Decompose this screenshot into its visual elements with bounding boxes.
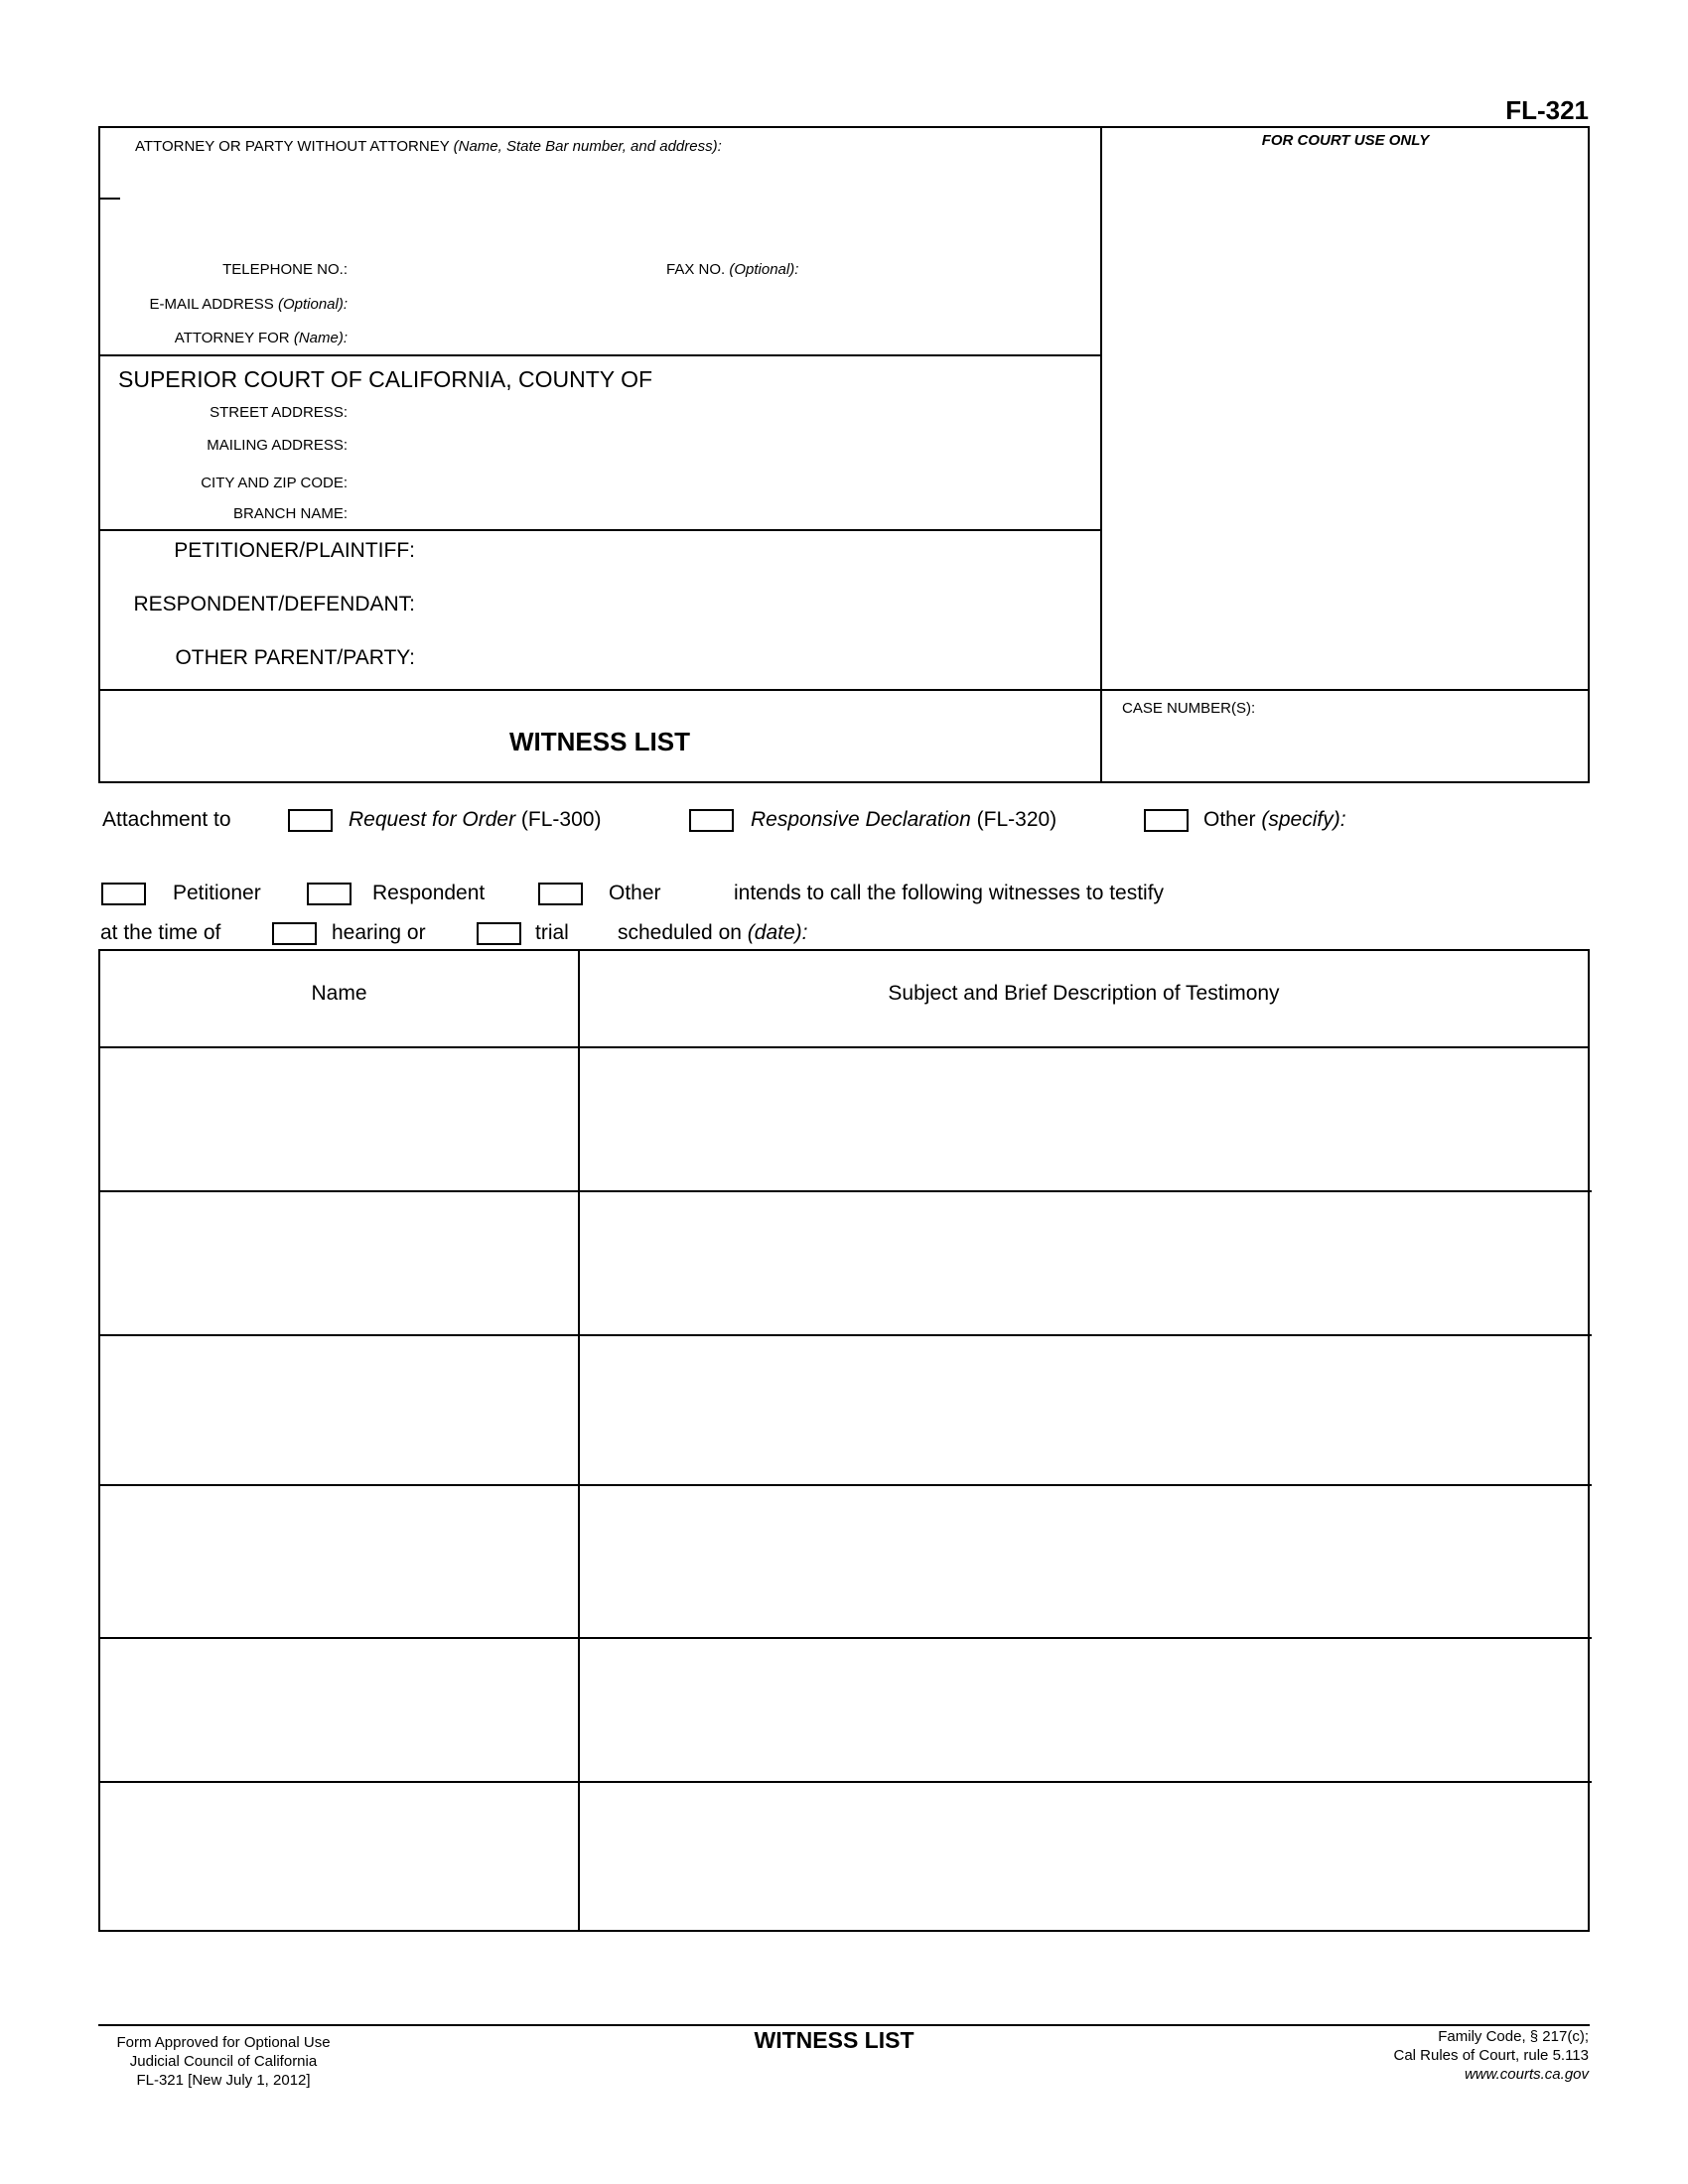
witness-testimony-cell[interactable] — [580, 1486, 1588, 1637]
responsive-declaration-label — [751, 808, 1056, 832]
other-party-checkbox[interactable] — [538, 883, 583, 905]
caption-right-border — [1588, 126, 1590, 783]
witness-name-cell[interactable] — [100, 1783, 578, 1930]
respondent-label: RESPONDENT/DEFENDANT: — [133, 593, 415, 615]
witness-name-cell[interactable] — [100, 1639, 578, 1781]
footer-left — [99, 2033, 348, 2090]
street-address-label: STREET ADDRESS: — [210, 404, 348, 421]
respondent-option-label: Respondent — [372, 882, 486, 904]
attachment-lead: Attachment to — [102, 808, 231, 831]
attorney-for-label — [99, 330, 348, 346]
attorney-label-hint: (Name, State Bar number, and address): — [453, 138, 722, 155]
email-label-hint: (Optional): — [277, 296, 348, 313]
responsive-declaration-text: Responsive Declaration — [751, 808, 971, 831]
table-right-border — [1588, 949, 1590, 1932]
petitioner-option-label: Petitioner — [173, 882, 261, 904]
scheduled-date-hint: (date): — [747, 921, 808, 944]
column-header-subject: Subject and Brief Description of Testimony — [888, 982, 1280, 1005]
responsive-declaration-code: (FL-320) — [976, 808, 1057, 831]
petitioner-label: PETITIONER/PLAINTIFF: — [174, 539, 415, 562]
fax-label — [666, 261, 798, 278]
attorney-label-text: ATTORNEY OR PARTY WITHOUT ATTORNEY — [135, 138, 450, 155]
attachment-other-label — [1203, 808, 1346, 832]
request-for-order-code: (FL-300) — [520, 808, 602, 831]
footer-rule — [98, 2024, 1590, 2026]
footer-website-link[interactable]: www.courts.ca.gov — [1464, 2066, 1589, 2083]
footer-family-code: Family Code, § 217(c); — [1438, 2028, 1589, 2045]
form-number: FL-321 — [1505, 95, 1589, 125]
attorney-for-text: ATTORNEY FOR — [174, 330, 290, 346]
witness-name-cell[interactable] — [100, 1336, 578, 1484]
footer-council: Judicial Council of California — [129, 2053, 318, 2070]
witness-name-cell[interactable] — [100, 1048, 578, 1190]
attachment-other-text: Other — [1203, 808, 1256, 831]
caption-top-border — [98, 126, 1590, 128]
caption-bottom-border — [98, 781, 1590, 783]
case-number-label: CASE NUMBER(S): — [1122, 700, 1256, 717]
caption-left-border — [98, 126, 100, 783]
witness-name-cell[interactable] — [100, 1192, 578, 1334]
request-for-order-checkbox[interactable] — [288, 809, 333, 832]
request-for-order-text: Request for Order — [349, 808, 516, 831]
email-label-text: E-MAIL ADDRESS — [149, 296, 274, 313]
fax-label-text: FAX NO. — [666, 261, 726, 278]
parties-section-divider — [98, 689, 1590, 691]
request-for-order-label — [349, 808, 601, 832]
footer-rules-of-court: Cal Rules of Court, rule 5.113 — [1393, 2047, 1589, 2064]
caption-divider — [1100, 126, 1102, 783]
footer-title: WITNESS LIST — [754, 2027, 914, 2053]
hearing-checkbox[interactable] — [272, 922, 317, 945]
footer-right — [1241, 2027, 1589, 2084]
table-top-border — [98, 949, 1590, 951]
witness-testimony-cell[interactable] — [580, 1639, 1588, 1781]
witness-testimony-cell[interactable] — [580, 1048, 1588, 1190]
table-bottom-border — [98, 1930, 1590, 1932]
intent-sentence: intends to call the following witnesses to testify — [734, 882, 1165, 904]
petitioner-checkbox[interactable] — [101, 883, 146, 905]
attorney-for-hint: (Name): — [293, 330, 348, 346]
attorney-label — [135, 138, 722, 155]
court-section-divider — [98, 529, 1102, 531]
court-use-label: FOR COURT USE ONLY — [1261, 132, 1430, 149]
mailing-address-label: MAILING ADDRESS: — [207, 437, 348, 454]
footer-approval: Form Approved for Optional Use — [116, 2034, 331, 2051]
witness-testimony-cell[interactable] — [580, 1783, 1588, 1930]
attorney-section-divider — [98, 354, 1102, 356]
branch-name-label: BRANCH NAME: — [232, 505, 348, 522]
witness-testimony-cell[interactable] — [580, 1192, 1588, 1334]
email-label — [99, 296, 348, 313]
column-header-name: Name — [311, 982, 367, 1005]
attachment-other-hint: (specify): — [1261, 808, 1346, 831]
other-option-label: Other — [609, 882, 661, 904]
telephone-label: TELEPHONE NO.: — [222, 261, 348, 278]
respondent-checkbox[interactable] — [307, 883, 352, 905]
footer-form-version: FL-321 [New July 1, 2012] — [136, 2072, 311, 2089]
trial-label: trial — [535, 921, 569, 944]
hearing-label: hearing or — [332, 921, 426, 944]
court-title: SUPERIOR COURT OF CALIFORNIA, COUNTY OF — [118, 366, 653, 392]
scheduled-text: scheduled on — [618, 921, 742, 944]
responsive-declaration-checkbox[interactable] — [689, 809, 734, 832]
form-title: WITNESS LIST — [509, 727, 690, 756]
trial-checkbox[interactable] — [477, 922, 521, 945]
fax-label-hint: (Optional): — [729, 261, 799, 278]
at-time-label: at the time of — [100, 921, 221, 944]
city-zip-label: CITY AND ZIP CODE: — [201, 475, 348, 491]
other-party-label: OTHER PARENT/PARTY: — [175, 646, 415, 669]
witness-name-cell[interactable] — [100, 1486, 578, 1637]
scheduled-label — [618, 921, 807, 945]
address-tick — [98, 198, 120, 200]
attachment-other-checkbox[interactable] — [1144, 809, 1189, 832]
witness-testimony-cell[interactable] — [580, 1336, 1588, 1484]
